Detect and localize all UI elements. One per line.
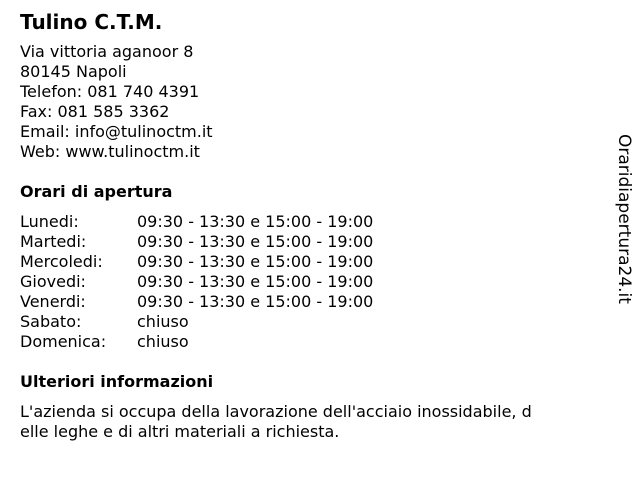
site-watermark: Oraridiapertura24.it	[614, 134, 634, 304]
hours-row-sunday	[20, 332, 580, 352]
day-label: Domenica:	[20, 332, 107, 351]
day-hours: 09:30 - 13:30 e 15:00 - 19:00	[137, 232, 374, 251]
hours-row-tuesday	[20, 232, 580, 252]
hours-row-friday	[20, 292, 580, 312]
opening-hours-list	[20, 212, 580, 352]
day-hours: 09:30 - 13:30 e 15:00 - 19:00	[137, 212, 374, 231]
hours-row-monday	[20, 212, 580, 232]
day-label: Venerdi:	[20, 292, 86, 311]
day-label: Lunedi:	[20, 212, 79, 231]
hours-row-thursday	[20, 272, 580, 292]
day-hours: chiuso	[137, 332, 189, 351]
hours-row-saturday	[20, 312, 580, 332]
address-city: 80145 Napoli	[20, 62, 127, 81]
day-label: Martedi:	[20, 232, 87, 251]
additional-info-text: L'azienda si occupa della lavorazione dell'acciaio inossidabile, delle leghe e di altri materiali a richiesta.	[20, 402, 532, 441]
address-street: Via vittoria aganoor 8	[20, 42, 194, 61]
email-line: Email: info@tulinoctm.it	[20, 122, 213, 141]
day-hours: 09:30 - 13:30 e 15:00 - 19:00	[137, 272, 374, 291]
day-label: Mercoledi:	[20, 252, 103, 271]
web-line: Web: www.tulinoctm.it	[20, 142, 200, 161]
opening-hours-heading: Orari di apertura	[20, 182, 173, 201]
hours-row-wednesday	[20, 252, 580, 272]
business-name: Tulino C.T.M.	[20, 10, 163, 34]
additional-info-heading: Ulteriori informazioni	[20, 372, 214, 391]
business-card	[20, 8, 580, 442]
fax-line: Fax: 081 585 3362	[20, 102, 170, 121]
day-label: Giovedi:	[20, 272, 86, 291]
phone-line: Telefon: 081 740 4391	[20, 82, 200, 101]
day-hours: 09:30 - 13:30 e 15:00 - 19:00	[137, 252, 374, 271]
day-hours: 09:30 - 13:30 e 15:00 - 19:00	[137, 292, 374, 311]
day-label: Sabato:	[20, 312, 82, 331]
day-hours: chiuso	[137, 312, 189, 331]
